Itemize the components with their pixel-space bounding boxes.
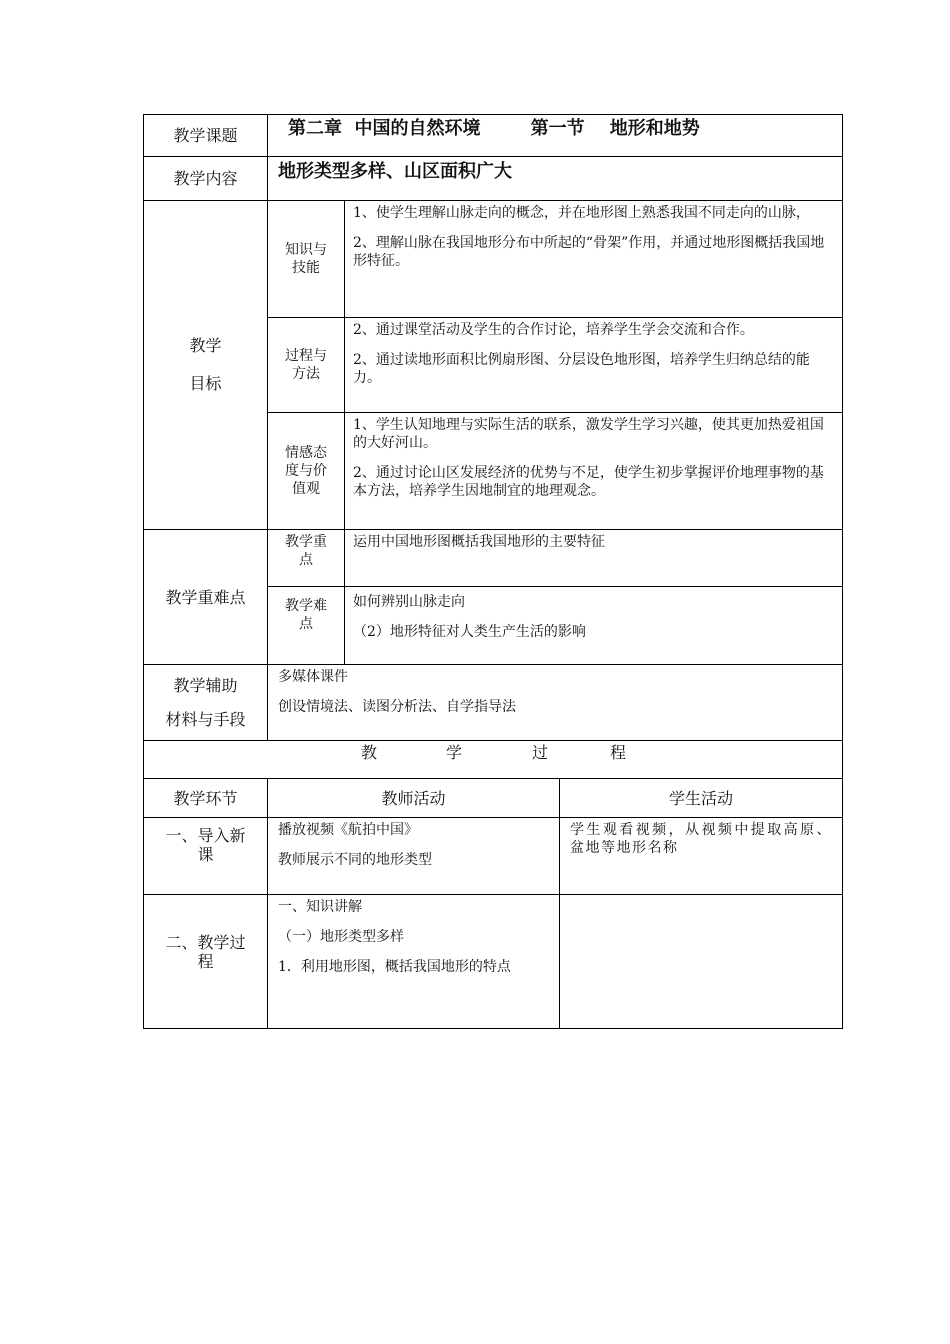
key-points-label: 教学重难点 xyxy=(143,529,268,665)
teacher-activity-item: 教师展示不同的地形类型 xyxy=(278,852,432,868)
goal-knowledge-item: 1、使学生理解山脉走向的概念，并在地形图上熟悉我国不同走向的山脉， xyxy=(353,205,810,221)
teacher-activity-item: 一、知识讲解 xyxy=(278,899,362,915)
goal-knowledge-text xyxy=(344,200,843,318)
goal-process-label: 过程与方法 xyxy=(267,317,345,413)
content-label: 教学内容 xyxy=(143,156,268,201)
col-student-header: 学生活动 xyxy=(559,778,843,818)
topic-value: 第二章 中国的自然环境 第一节 地形和地势 xyxy=(267,114,843,157)
goal-emotion-item: 2、通过讨论山区发展经济的优势与不足，使学生初步掌握评价地理事物的基本方法，培养学生因地制宜的地理观念。 xyxy=(353,465,824,499)
difficulty-item: （2）地形特征对人类生产生活的影响 xyxy=(353,624,586,640)
student-intro: 学生观看视频，从视频中提取高原、盆地等地形名称 xyxy=(559,817,843,895)
stage-intro: 一、导入新课 xyxy=(143,817,268,895)
goal-process-text xyxy=(344,317,843,413)
student-process xyxy=(559,894,843,1029)
materials-value xyxy=(267,664,843,741)
goal-knowledge-label: 知识与技能 xyxy=(267,200,345,318)
materials-label: 教学辅助 材料与手段 xyxy=(143,664,268,741)
goal-emotion-text xyxy=(344,412,843,530)
focus-label: 教学重点 xyxy=(267,529,345,587)
goal-emotion-item: 1、学生认知地理与实际生活的联系，激发学生学习兴趣，使其更加热爱祖国的大好河山。 xyxy=(353,417,824,451)
teacher-activity-item: 播放视频《航拍中国》 xyxy=(278,822,418,838)
difficulty-item: 如何辨别山脉走向 xyxy=(353,594,465,610)
teacher-intro xyxy=(267,817,560,895)
goal-process-item: 2、通过课堂活动及学生的合作讨论，培养学生学会交流和合作。 xyxy=(353,322,754,338)
process-header: 教 学 过 程 xyxy=(143,740,843,779)
goals-label: 教学 目标 xyxy=(143,200,268,530)
difficulty-label: 教学难点 xyxy=(267,586,345,665)
goal-emotion-label: 情感态度与价值观 xyxy=(267,412,345,530)
teacher-process xyxy=(267,894,560,1029)
materials-item: 创设情境法、读图分析法、自学指导法 xyxy=(278,699,516,715)
col-teacher-header: 教师活动 xyxy=(267,778,560,818)
goal-process-item: 2、通过读地形面积比例扇形图、分层设色地形图，培养学生归纳总结的能力。 xyxy=(353,352,810,386)
teacher-activity-item: 1．利用地形图，概括我国地形的特点 xyxy=(278,959,511,975)
focus-value: 运用中国地形图概括我国地形的主要特征 xyxy=(344,529,843,587)
difficulty-value xyxy=(344,586,843,665)
content-value: 地形类型多样、山区面积广大 xyxy=(267,156,843,201)
materials-item: 多媒体课件 xyxy=(278,669,348,685)
topic-label: 教学课题 xyxy=(143,114,268,157)
col-stage-header: 教学环节 xyxy=(143,778,268,818)
teacher-activity-item: （一）地形类型多样 xyxy=(278,929,404,945)
goal-knowledge-item: 2、理解山脉在我国地形分布中所起的“骨架”作用，并通过地形图概括我国地形特征。 xyxy=(353,235,825,269)
stage-process: 二、教学过程 xyxy=(143,894,268,1029)
